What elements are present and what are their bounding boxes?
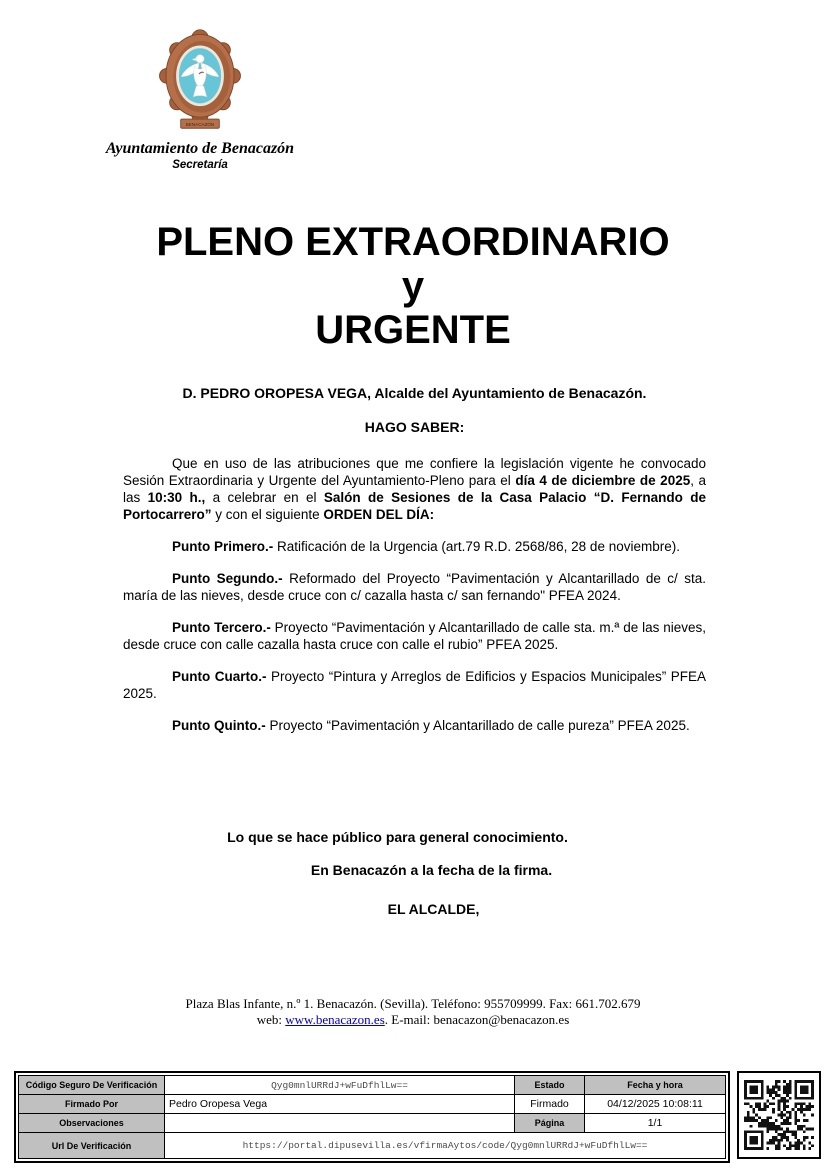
agenda-item-label: Punto Cuarto.- xyxy=(172,669,267,684)
municipal-seal-logo xyxy=(154,28,246,136)
web-label: web: xyxy=(256,1012,286,1027)
intro-date-bold: día 4 de diciembre de 2025 xyxy=(515,473,691,488)
pagina-label: Página xyxy=(515,1114,585,1133)
observaciones-label: Observaciones xyxy=(19,1114,165,1133)
intro-seg: a celebrar en el xyxy=(205,490,324,505)
agenda-item-label: Punto Segundo.- xyxy=(172,571,283,586)
fecha-label: Fecha y hora xyxy=(585,1076,726,1095)
agenda-item-text: Reformado del Proyecto “Pavimentación y Alcantarillado de c/ sta. maría de las nieves, desde cruce con c/ cazalla hasta c/ san fernando" PFEA 2024. xyxy=(123,571,707,603)
firmado-value: Pedro Oropesa Vega xyxy=(165,1095,515,1114)
address-line: Plaza Blas Infante, n.º 1. Benacazón. (Sevilla). Teléfono: 955709999. Fax: 661.702.679 xyxy=(185,996,641,1011)
agenda-item-2 xyxy=(123,570,706,604)
dove-emblem-icon xyxy=(154,28,246,131)
qr-code xyxy=(737,1071,821,1159)
issuer-line: D. PEDRO OROPESA VEGA, Alcalde del Ayuntamiento de Benacazón. xyxy=(182,385,647,401)
intro-orden-bold: ORDEN DEL DÍA: xyxy=(323,507,435,522)
table-row xyxy=(19,1076,726,1095)
agenda-item-text: Proyecto “Pavimentación y Alcantarillado de calle pureza” PFEA 2025. xyxy=(265,718,690,733)
table-row xyxy=(19,1114,726,1133)
agenda-item-label: Punto Quinto.- xyxy=(172,718,266,733)
title-line-3: URGENTE xyxy=(315,308,511,352)
closing-public-notice: Lo que se hace público para general conocimiento. xyxy=(227,829,568,845)
url-label: Url De Verificación xyxy=(19,1133,165,1159)
agenda-item-label: Punto Primero.- xyxy=(172,539,274,554)
agenda-item-text: Proyecto “Pintura y Arreglos de Edificios y Espacios Municipales” PFEA 2025. xyxy=(123,669,706,701)
email-text: . E-mail: benacazon@benacazon.es xyxy=(384,1012,570,1027)
intro-place-bold: Salón de Sesiones de la Casa Palacio “D. Fernando de Portocarrero” xyxy=(123,490,706,522)
agenda-item-label: Punto Tercero.- xyxy=(172,620,271,635)
agenda-item-text: Proyecto “Pavimentación y Alcantarillado de calle sta. m.ª de las nieves, desde cruce con calle cazalla hasta cruce con calle el rubio” PFEA 2025. xyxy=(123,620,706,652)
pagina-value: 1/1 xyxy=(585,1114,726,1133)
table-row xyxy=(19,1095,726,1114)
firmado-label: Firmado Por xyxy=(19,1095,165,1114)
intro-seg: y con el siguiente xyxy=(211,507,324,522)
estado-label: Estado xyxy=(515,1076,585,1095)
closing-signature-title: EL ALCALDE, xyxy=(387,901,480,917)
website-link[interactable]: www.benacazon.es xyxy=(285,1012,385,1027)
title-line-1: PLENO EXTRAORDINARIO xyxy=(156,220,670,264)
table-row xyxy=(19,1133,726,1159)
agenda-item-5 xyxy=(123,717,706,734)
contact-line xyxy=(0,1012,826,1028)
csv-label: Código Seguro De Verificación xyxy=(19,1076,165,1095)
verification-table xyxy=(18,1075,726,1159)
estado-value: Firmado xyxy=(515,1095,585,1114)
agenda-item-4 xyxy=(123,668,706,702)
document-title xyxy=(0,220,826,352)
agenda-item-text: Ratificación de la Urgencia (art.79 R.D. 2568/86, 28 de noviembre). xyxy=(273,539,680,554)
agenda-item-3 xyxy=(123,619,706,653)
organization-name: Ayuntamiento de Benacazón xyxy=(105,140,295,157)
observaciones-value xyxy=(165,1114,515,1133)
title-line-2: y xyxy=(401,264,425,308)
proclamation-line: HAGO SABER: xyxy=(364,419,465,435)
closing-place-date: En Benacazón a la fecha de la firma. xyxy=(310,862,553,878)
body-content xyxy=(123,455,706,734)
fecha-value: 04/12/2025 10:08:11 xyxy=(585,1095,726,1114)
department-name: Secretaría xyxy=(172,159,228,171)
url-value: https://portal.dipusevilla.es/vfirmaAytos/code/Qyg0mnlURRdJ+wFuDfhlLw== xyxy=(165,1133,726,1159)
intro-seg: Que en uso de las atribuciones que me confiere la legislación vigente he convocado Sesión Extraordinaria y Urgente del Ayuntamiento-Pleno para el xyxy=(123,456,706,488)
footer-address xyxy=(0,996,826,1028)
agenda-item-1 xyxy=(123,538,706,555)
letterhead xyxy=(100,28,300,171)
intro-seg: , a las xyxy=(123,473,706,505)
logo-banner-text: BENACAZÓN xyxy=(185,121,215,127)
verification-block xyxy=(0,1071,826,1167)
intro-paragraph xyxy=(123,455,706,523)
verification-table-box xyxy=(14,1071,730,1163)
intro-time-bold: 10:30 h., xyxy=(147,490,206,505)
csv-value: Qyg0mnlURRdJ+wFuDfhlLw== xyxy=(165,1076,515,1095)
